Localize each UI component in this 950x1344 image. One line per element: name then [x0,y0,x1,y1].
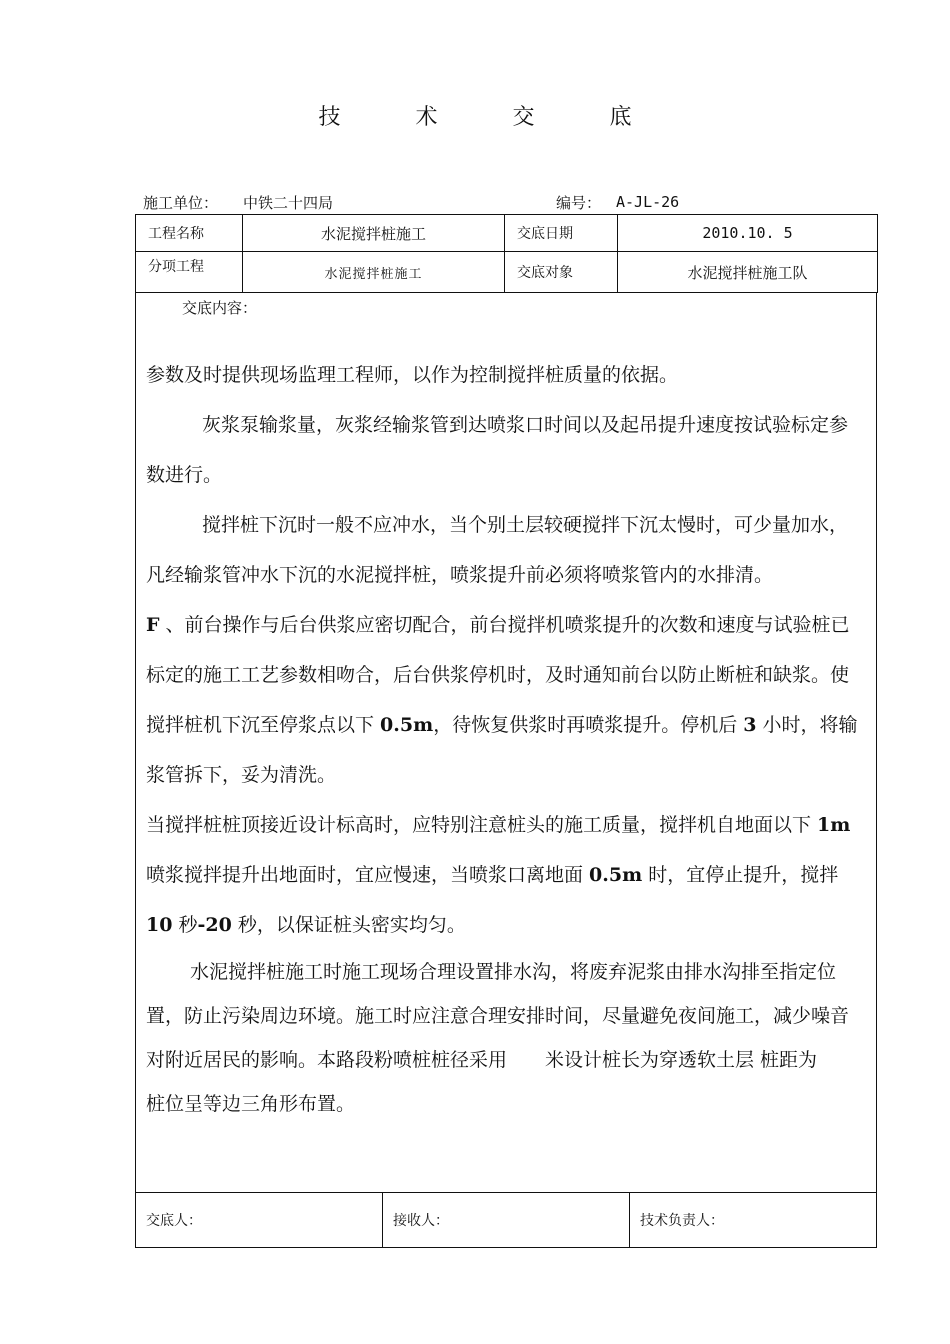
text-run: 、前台操作与后台供浆应密切配合，前台搅拌机喷浆提升的次数和速度与试验桩已标定的施工工艺参数相吻合，后台供浆停机时，及时通知前台以防止断桩和缺浆。使搅拌桩机下沉至停浆点以下 [146,614,850,736]
project-name-value: 水泥搅拌桩施工 [243,215,505,252]
text-run-bold: -20 [197,914,232,936]
subproject-value: 水泥搅拌桩施工 [243,252,505,293]
text-run: 秒，以保证桩头密实均匀。 [231,914,466,936]
org-value: 中铁二十四局 [243,194,334,212]
text-run: 小时，将输浆管拆下，妥为清洗。 [146,714,858,786]
text-run: ，待恢复供浆时再喷浆提升。停机后 [433,714,744,736]
footer-row [136,1193,877,1248]
presenter-label: 交底人： [136,1193,383,1248]
receiver-label: 接收人： [383,1193,630,1248]
text-run-bold: 0.5m [589,864,643,886]
code-label: 编号： [556,194,602,212]
paragraph-6: 水泥搅拌桩施工时施工现场合理设置排水沟，将废弃泥浆由排水沟排至指定位置，防止污染周边环境。施工时应注意合理安排时间，尽量避免夜间施工，减少噪音对附近居民的影响。本路段粉喷桩桩径采用 米设计桩长为穿透软土层 桩距为 桩位呈等边三角形布置。 [146,961,875,1115]
date-label: 交底日期 [505,215,618,252]
date-value: 2010.10. 5 [618,215,878,252]
paragraph-1: 参数及时提供现场监理工程师，以作为控制搅拌桩质量的依据。 [146,364,679,386]
text-run-bold: 10 [146,914,173,936]
text-run: 喷浆搅拌提升出地面时，宜应慢速，当喷浆口离地面 [146,864,590,886]
target-label: 交底对象 [505,252,618,293]
text-run-bold: 0.5m [380,714,434,736]
header-row [136,215,878,252]
subproject-label: 分项工程 [136,252,243,293]
org-label: 施工单位： [143,194,219,212]
paragraph-5 [146,800,864,950]
content-heading: 交底内容： [182,299,258,317]
tech-lead-label: 技术负责人： [630,1193,877,1248]
page-title: 技 术 交 底 [318,105,666,130]
header-row [136,252,878,293]
text-run: 当搅拌桩桩顶接近设计标高时，应特别注意桩头的施工质量，搅拌机自地面以下 [146,814,818,836]
target-value: 水泥搅拌桩施工队 [618,252,878,293]
paragraph-2: 灰浆泵输浆量，灰浆经输浆管到达喷浆口时间以及起吊提升速度按试验标定参数进行。 [146,414,849,486]
footer-table [135,1192,877,1248]
header-table [135,214,878,293]
text-run: 秒 [172,914,198,936]
content-text [146,350,875,1126]
code-value: A-JL-26 [616,193,680,211]
list-letter: F [146,614,160,636]
paragraph-4 [146,600,864,800]
text-run-bold: 3 [743,714,757,736]
text-run: 时，宜停止提升，搅拌 [642,864,839,886]
project-name-label: 工程名称 [136,215,243,252]
text-run-bold: 1m [817,814,851,836]
paragraph-3: 搅拌桩下沉时一般不应冲水，当个别土层较硬搅拌下沉太慢时，可少量加水，凡经输浆管冲水下沉的水泥搅拌桩，喷浆提升前必须将喷浆管内的水排清。 [146,514,849,586]
